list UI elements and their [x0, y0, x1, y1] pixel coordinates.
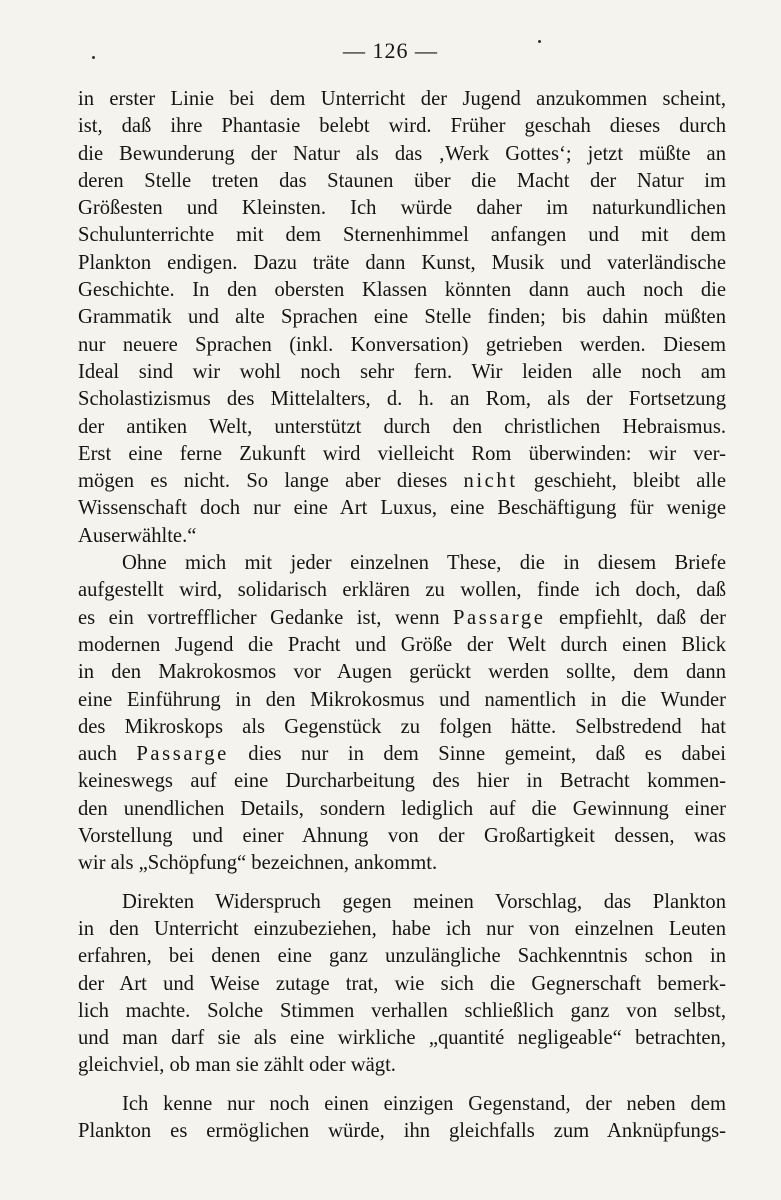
text-line: Ideal sind wir wohl noch sehr fern. Wir leiden alle noch am: [78, 360, 726, 383]
text-line: aufgestellt wird, solidarisch erklären zu wollen, finde ich doch, daß: [78, 579, 726, 602]
text-line: Ohne mich mit jeder einzelnen These, die in diesem Briefe: [122, 552, 726, 575]
text-line: [78, 605, 726, 632]
text-line: Direkten Widerspruch gegen meinen Vorschlag, das Plankton: [122, 890, 726, 913]
text-segment: dies nur in dem Sinne gemeint, daß es dabei: [228, 743, 726, 766]
text-line: in den Unterricht einzubeziehen, habe ich nur von einzelnen Leuten: [78, 917, 726, 940]
text-line: erfahren, bei denen eine ganz unzulängliche Sachkenntnis schon in: [78, 945, 726, 968]
text-line: [78, 468, 726, 495]
text-line: wir als „Schöpfung“ bezeichnen, ankommt.: [78, 852, 438, 875]
text-line: Grammatik und alte Sprachen eine Stelle finden; bis dahin müßten: [78, 306, 726, 329]
text-line: deren Stelle treten das Staunen über die Macht der Natur im: [78, 169, 726, 192]
text-segment: empfiehlt, daß der: [545, 606, 726, 629]
text-line: nur neuere Sprachen (inkl. Konversation) getrieben werden. Diesem: [78, 333, 726, 356]
text-line: in den Makrokosmos vor Augen gerückt werden sollte, dem dann: [78, 661, 726, 684]
text-line: die Bewunderung der Natur als das ‚Werk Gottes‘; jetzt müßte an: [78, 142, 726, 165]
paragraph-gap: [78, 1080, 726, 1091]
text-line: Plankton endigen. Dazu träte dann Kunst, Musik und vaterländische: [78, 251, 726, 274]
paragraph-gap: [78, 878, 726, 889]
text-line: Ich kenne nur noch einen einzigen Gegenstand, der neben dem: [122, 1092, 726, 1115]
text-segment: mögen es nicht. So lange aber dieses: [78, 470, 464, 493]
text-line: Auserwählte.“: [78, 524, 197, 547]
text-line: den unendlichen Details, sondern lediglich auf die Gewinnung einer: [78, 797, 726, 820]
text-line: [78, 741, 726, 768]
text-segment: auch: [78, 743, 137, 766]
text-line: ist, daß ihre Phantasie belebt wird. Früher geschah dieses durch: [78, 115, 726, 138]
page-number: — 126 —: [343, 38, 438, 63]
text-segment: geschieht, bleibt alle: [517, 470, 726, 493]
spaced-emphasis: Passarge: [452, 606, 546, 629]
text-line: und man darf sie als eine wirkliche „quantité negligeable“ betrachten,: [78, 1027, 726, 1050]
text-line: Geschichte. In den obersten Klassen könnten dann auch noch die: [78, 279, 726, 302]
text-line: Wissenschaft doch nur eine Art Luxus, eine Beschäftigung für wenige: [78, 497, 726, 520]
text-line: des Mikroskops als Gegenstück zu folgen hätte. Selbstredend hat: [78, 715, 726, 738]
text-line: Scholastizismus des Mittelalters, d. h. an Rom, als der Fortsetzung: [78, 388, 726, 411]
text-line: modernen Jugend die Pracht und Größe der Welt durch einen Blick: [78, 633, 726, 656]
text-line: lich machte. Solche Stimmen verhallen schließlich ganz von selbst,: [78, 999, 726, 1022]
text-line: gleichviel, ob man sie zählt oder wägt.: [78, 1054, 396, 1077]
page-number-value: 126: [372, 38, 409, 63]
text-line: der Art und Weise zutage trat, wie sich die Gegnerschaft bemerk-: [78, 972, 726, 995]
text-line: Schulunterrichte mit dem Sternenhimmel anfangen und mit dem: [78, 224, 726, 247]
spaced-emphasis: nicht: [463, 470, 518, 493]
text-line: der antiken Welt, unterstützt durch den christlichen Hebraismus.: [78, 415, 726, 438]
text-line: keineswegs auf eine Durcharbeitung des hier in Betracht kommen-: [78, 770, 726, 793]
text-line: eine Einführung in den Mikrokosmus und namentlich in die Wunder: [78, 688, 726, 711]
text-segment: es ein vortrefflicher Gedanke ist, wenn: [78, 606, 453, 629]
body-text: [78, 86, 726, 1145]
text-line: Erst eine ferne Zukunft wird vielleicht Rom überwinden: wir ver-: [78, 442, 726, 465]
spaced-emphasis: Passarge: [136, 743, 229, 766]
text-line: in erster Linie bei dem Unterricht der Jugend anzukommen scheint,: [78, 88, 726, 110]
text-line: Größesten und Kleinsten. Ich würde daher im naturkundlichen: [78, 197, 726, 220]
text-line: Plankton es ermöglichen würde, ihn gleichfalls zum Anknüpfungs-: [78, 1119, 726, 1142]
text-line: Vorstellung und einer Ahnung von der Großartigkeit dessen, was: [78, 825, 726, 848]
